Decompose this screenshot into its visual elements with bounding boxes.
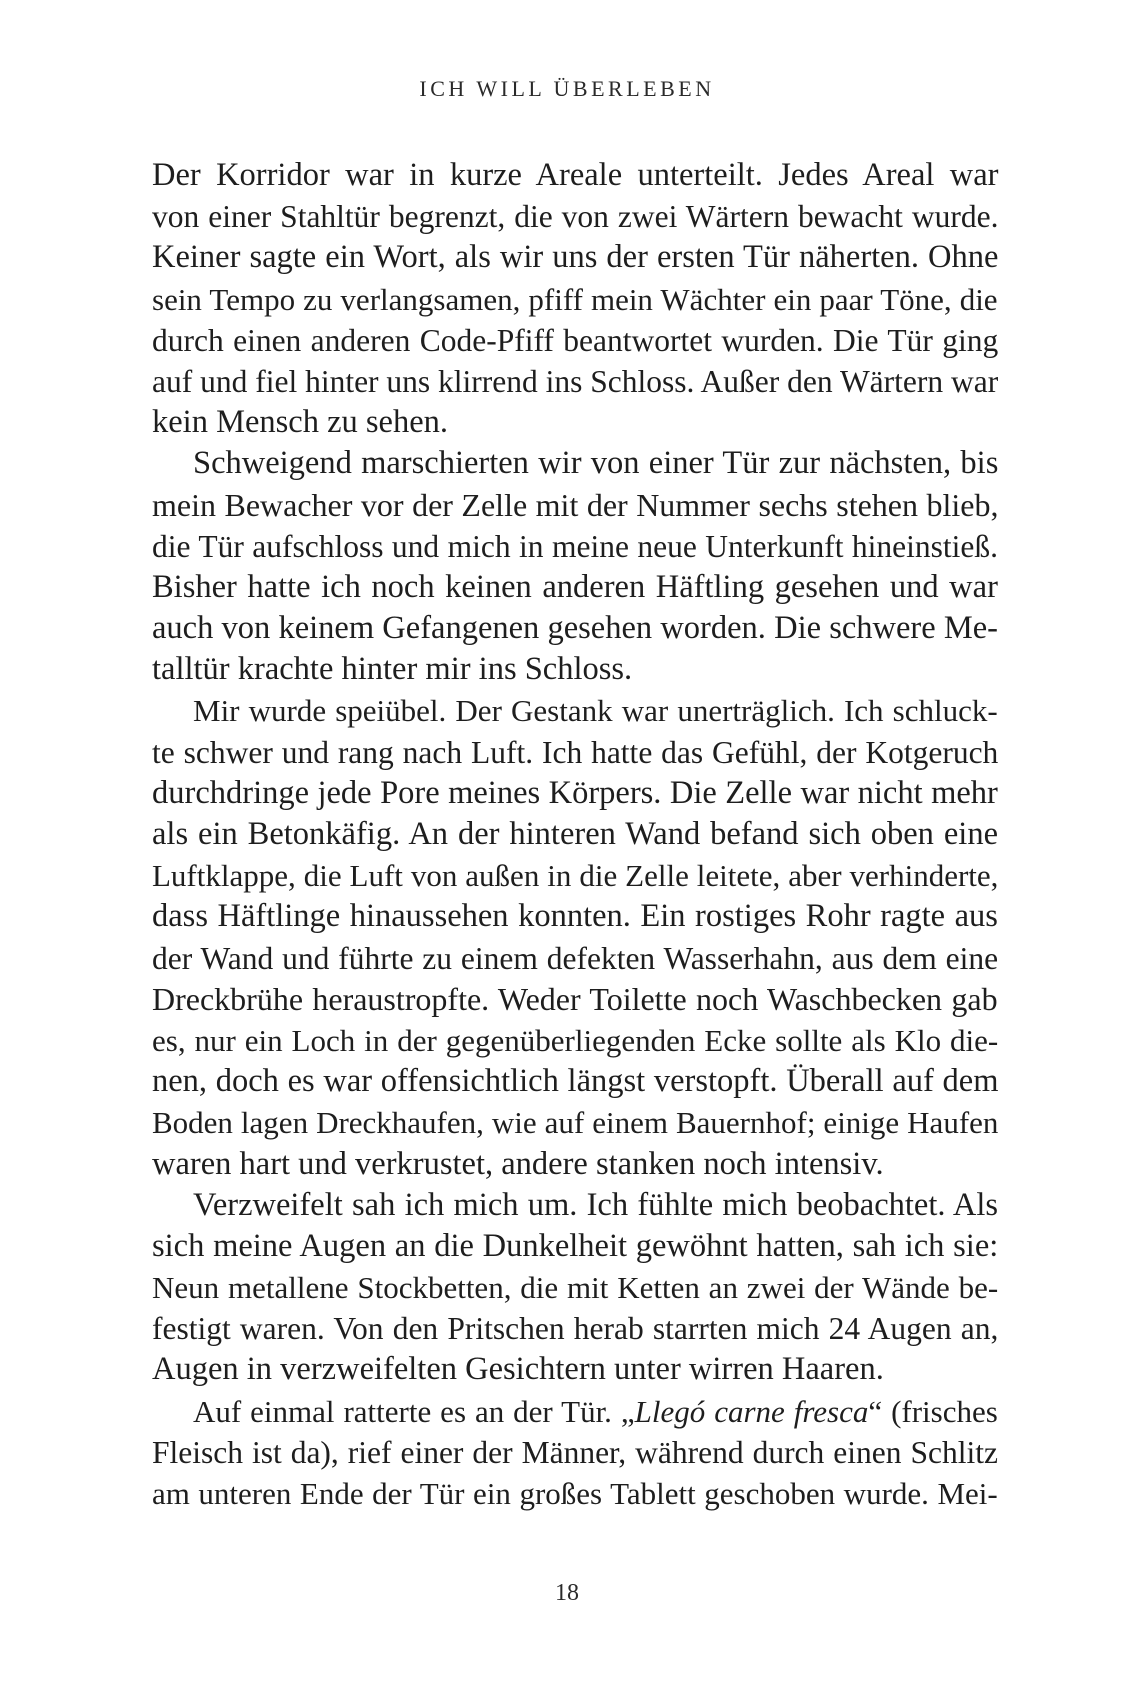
text-line: auf und fiel hinter uns klirrend ins Schloss. Außer den Wärtern war xyxy=(152,363,999,399)
text-line: festigt waren. Von den Pritschen herab starrten mich 24 Augen an, xyxy=(152,1311,999,1347)
paragraph-3 xyxy=(152,690,998,1184)
text-line: nen, doch es war offensichtlich längst verstopft. Überall auf dem xyxy=(152,1063,999,1100)
text-line: durchdringe jede Pore meines Körpers. Die Zelle war nicht mehr xyxy=(152,774,998,811)
text-line: am unteren Ende der Tür ein großes Tablett geschoben wurde. Mei- xyxy=(152,1476,998,1511)
italic-quote: Llegó carne fresca xyxy=(634,1393,869,1429)
body-text xyxy=(152,155,998,1514)
text-line: kein Mensch zu sehen. xyxy=(152,404,449,441)
text-line: der Wand und führte zu einem defekten Wasserhahn, aus dem eine xyxy=(152,940,999,976)
text-line xyxy=(152,1391,998,1432)
text-line: durch einen anderen Code-Pfiff beantwortet wurden. Die Tür ging xyxy=(152,322,999,358)
text-line: es, nur ein Loch in der gegenüberliegenden Ecke sollte als Klo die- xyxy=(152,1022,999,1058)
text-line: auch von keinem Gefangenen gesehen worden. Die schwere Me- xyxy=(152,610,998,647)
text-line: als ein Betonkäfig. An der hinteren Wand befand sich oben eine xyxy=(152,816,998,852)
text-fragment: Auf einmal ratterte es an der Tür. „ xyxy=(193,1393,635,1429)
text-line: Keiner sagte ein Wort, als wir uns der ersten Tür näherten. Ohne xyxy=(152,239,999,276)
text-line: Neun metallene Stockbetten, die mit Ketten an zwei der Wände be- xyxy=(152,1270,999,1306)
text-line: Schweigend marschierten wir von einer Tür zur nächsten, bis xyxy=(193,445,999,482)
text-line: mein Bewacher vor der Zelle mit der Nummer sechs stehen blieb, xyxy=(152,486,999,523)
paragraph-4 xyxy=(152,1185,998,1391)
text-line: sich meine Augen an die Dunkelheit gewöhnt hatten, sah ich sie: xyxy=(152,1227,999,1264)
text-line: Der Korridor war in kurze Areale unterteilt. Jedes Areal war xyxy=(152,157,999,193)
text-line: Dreckbrühe heraustropfte. Weder Toilette noch Waschbecken gab xyxy=(152,980,998,1017)
page-number: 18 xyxy=(555,1580,579,1606)
paragraph-1 xyxy=(152,155,998,443)
text-fragment: “ (frisches xyxy=(868,1393,998,1429)
text-line: Luftklappe, die Luft von außen in die Zelle leitete, aber verhinderte, xyxy=(152,858,999,894)
text-line: talltür krachte hinter mir ins Schloss. xyxy=(152,651,633,688)
running-header: ICH WILL ÜBERLEBEN xyxy=(419,76,715,101)
text-line: Augen in verzweifelten Gesichtern unter wirren Haaren. xyxy=(152,1351,884,1388)
paragraph-2 xyxy=(152,443,998,690)
text-line: te schwer und rang nach Luft. Ich hatte das Gefühl, der Kotgeruch xyxy=(152,734,999,770)
text-line: Fleisch ist da), rief einer der Männer, während durch einen Schlitz xyxy=(152,1434,998,1470)
text-line: Boden lagen Dreckhaufen, wie auf einem Bauernhof; einige Haufen xyxy=(152,1105,999,1141)
text-line: sein Tempo zu verlangsamen, pfiff mein Wächter ein paar Töne, die xyxy=(152,281,998,317)
text-line: Mir wurde speiübel. Der Gestank war unerträglich. Ich schluck- xyxy=(193,693,998,729)
text-line: waren hart und verkrustet, andere stanken noch intensiv. xyxy=(152,1145,884,1182)
text-line: Verzweifelt sah ich mich um. Ich fühlte mich beobachtet. Als xyxy=(193,1186,999,1223)
paragraph-5 xyxy=(152,1391,998,1515)
text-line: Bisher hatte ich noch keinen anderen Häftling gesehen und war xyxy=(152,568,998,605)
text-line: die Tür aufschloss und mich in meine neue Unterkunft hineinstieß. xyxy=(152,528,999,564)
text-line: dass Häftlinge hinaussehen konnten. Ein rostiges Rohr ragte aus xyxy=(152,898,998,935)
text-line: von einer Stahltür begrenzt, die von zwei Wärtern bewacht wurde. xyxy=(152,199,999,235)
